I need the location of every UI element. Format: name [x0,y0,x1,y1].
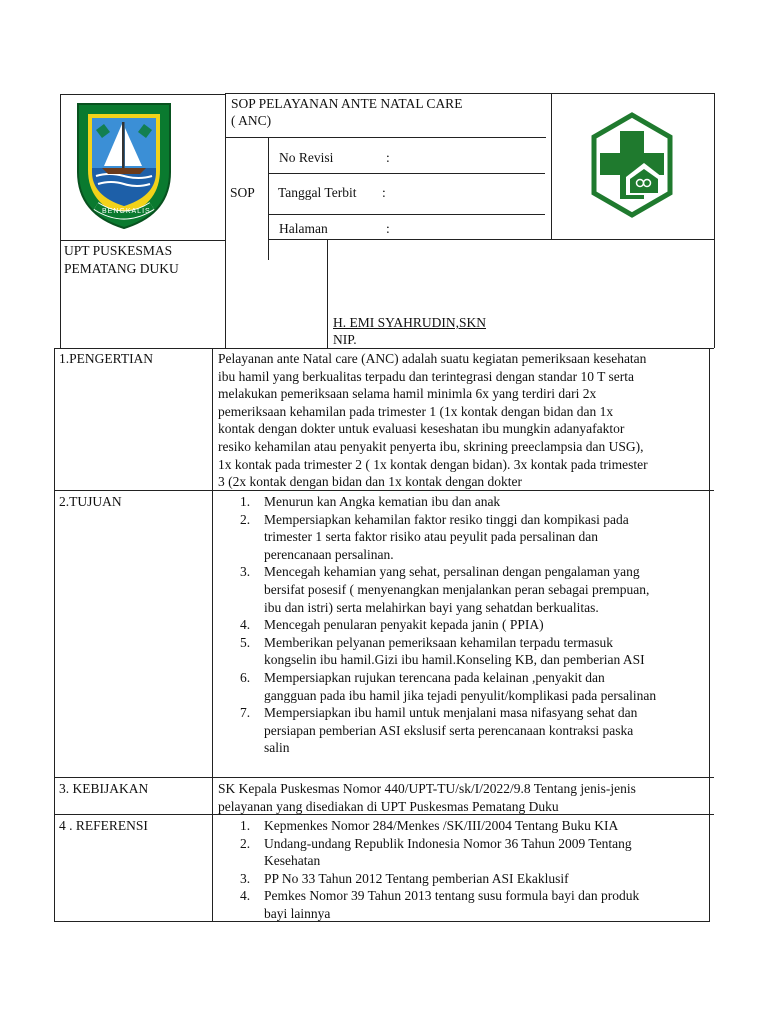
list-item-number: 3. [240,870,251,886]
signatory-nip: NIP. [333,332,357,347]
list-item [212,669,712,704]
list-item-line: Mempersiapkan ibu hamil untuk menjalani masa nifasyang sehat dan [264,705,638,721]
tujuan-list [212,493,712,757]
regency-logo-text: BENGKALIS [102,208,151,215]
list-item-line: salin [264,740,290,756]
list-item-line: kongselin ibu hamil.Gizi ibu hamil.Konseling KB, dan pemberian ASI [264,652,645,668]
list-item-line: ibu dan istri) serta melahirkan bayi yang sehatdan berkualitas. [264,599,599,615]
list-item [212,887,712,922]
list-item-line: Pemkes Nomor 39 Tahun 2013 tentang susu formula bayi dan produk [264,888,640,904]
list-item-line: perencanaan persalinan. [264,546,394,562]
list-item-number: 1. [240,818,251,833]
list-item-line: Kepmenkes Nomor 284/Menkes /SK/III/2004 Tentang Buku KIA [264,818,619,833]
pengertian-line: melakukan pemeriksaan selama hamil minimla 6x yang terdiri dari 2x [218,386,597,402]
referensi-list [212,817,712,923]
list-item [212,704,712,757]
kebijakan-line: SK Kepala Puskesmas Nomor 440/UPT-TU/sk/I/2022/9.8 Tentang jenis-jenis [218,781,636,796]
pengertian-line: resiko kehamilan atau penyakit penyerta ibu, skrining preeclampsia dan USG), [218,438,644,454]
list-item [212,563,712,616]
org-name-line1: UPT PUSKESMAS [64,243,173,258]
list-item-line: persiapan pemberian ASI ekslusif serta perencanaan kontraksi paska [264,722,634,738]
halaman-label: Halaman [279,221,328,236]
kebijakan-line: pelayanan yang disediakan di UPT Puskesmas Pematang Duku [218,798,559,814]
list-item-line: bersifat posesif ( menyenangkan menjalankan peran sebagai prempuan, [264,581,650,597]
list-item-number: 6. [240,669,251,685]
pengertian-line: ibu hamil yang berkualitas terpadu dan terintegrasi dengan standar 10 T serta [218,368,634,384]
list-item-line: trimester 1 serta faktor risiko atau peyulit pada persalinan dan [264,529,599,545]
list-item-number: 2. [240,835,251,851]
list-item [212,511,712,564]
tanggal-terbit-label: Tanggal Terbit [278,185,357,200]
list-item-number: 2. [240,511,251,527]
list-item-number: 4. [240,617,251,633]
list-item-number: 1. [240,494,251,509]
pengertian-line: pemeriksaan kehamilan pada trimester 1 (1x kontak dengan bidan dan 1x [218,403,614,419]
pengertian-line: 1x kontak pada trimester 2 ( 1x kontak dengan bidan). 3x kontak pada trimester [218,456,648,472]
list-item-line: PP No 33 Tahun 2012 Tentang pemberian ASI Ekaklusif [264,870,569,886]
pengertian-text [218,350,708,491]
list-item-line: Mencegah penularan penyakit kepada janin ( PPIA) [264,617,544,633]
list-item-line: Mencegah kehamian yang sehat, persalinan dengan pengalaman yang [264,564,640,580]
no-revisi-label: No Revisi [279,150,334,165]
list-item-line: gangguan pada ibu hamil jika tejadi penyulit/komplikasi pada persalinan [264,687,657,703]
pengertian-line: kontak dengan dokter untuk evaluasi keseshatan ibu mungkin adanyafaktor [218,421,625,437]
list-item [212,616,712,634]
list-item-number: 5. [240,634,251,650]
signatory-name: H. EMI SYAHRUDIN,SKN [333,315,487,330]
sop-title-line2: ( ANC) [231,113,272,128]
list-item [212,870,712,888]
tujuan-label: 2.TUJUAN [59,494,122,509]
list-item-line: Kesehatan [264,853,321,869]
tanggal-terbit-colon: : [382,185,386,200]
sop-label: SOP [230,185,255,200]
list-item-number: 3. [240,564,251,580]
list-item-line: Mempersiapkan kehamilan faktor resiko tinggi dan kompikasi pada [264,511,629,527]
sop-title-line1: SOP PELAYANAN ANTE NATAL CARE [231,96,463,111]
list-item [212,634,712,669]
pengertian-line: Pelayanan ante Natal care (ANC) adalah suatu kegiatan pemeriksaan kesehatan [218,351,647,366]
org-name-line2: PEMATANG DUKU [64,261,179,276]
kebijakan-label: 3. KEBIJAKAN [59,781,149,796]
list-item-line: Menurun kan Angka kematian ibu dan anak [264,494,501,509]
pengertian-line: 3 (2x kontak dengan bidan dan 1x kontak dengan dokter [218,474,523,490]
list-item [212,835,712,870]
list-item-line: Mempersiapkan rujukan terencana pada kelainan ,penyakit dan [264,669,605,685]
list-item-number: 4. [240,888,251,904]
list-item-line: Undang-undang Republik Indonesia Nomor 36 Tahun 2009 Tentang [264,835,632,851]
referensi-label: 4 . REFERENSI [59,818,148,833]
list-item [212,817,712,835]
list-item-line: Memberikan pelyanan pemeriksaan kehamilan terpadu termasuk [264,634,613,650]
no-revisi-colon: : [386,150,390,165]
halaman-colon: : [386,221,390,236]
puskesmas-logo [586,111,678,219]
pengertian-label: 1.PENGERTIAN [59,351,154,366]
regency-logo [74,102,174,230]
list-item [212,493,712,511]
list-item-line: bayi lainnya [264,905,331,921]
list-item-number: 7. [240,705,251,721]
puskesmas-cross-icon [586,111,678,219]
kebijakan-text [218,780,708,815]
